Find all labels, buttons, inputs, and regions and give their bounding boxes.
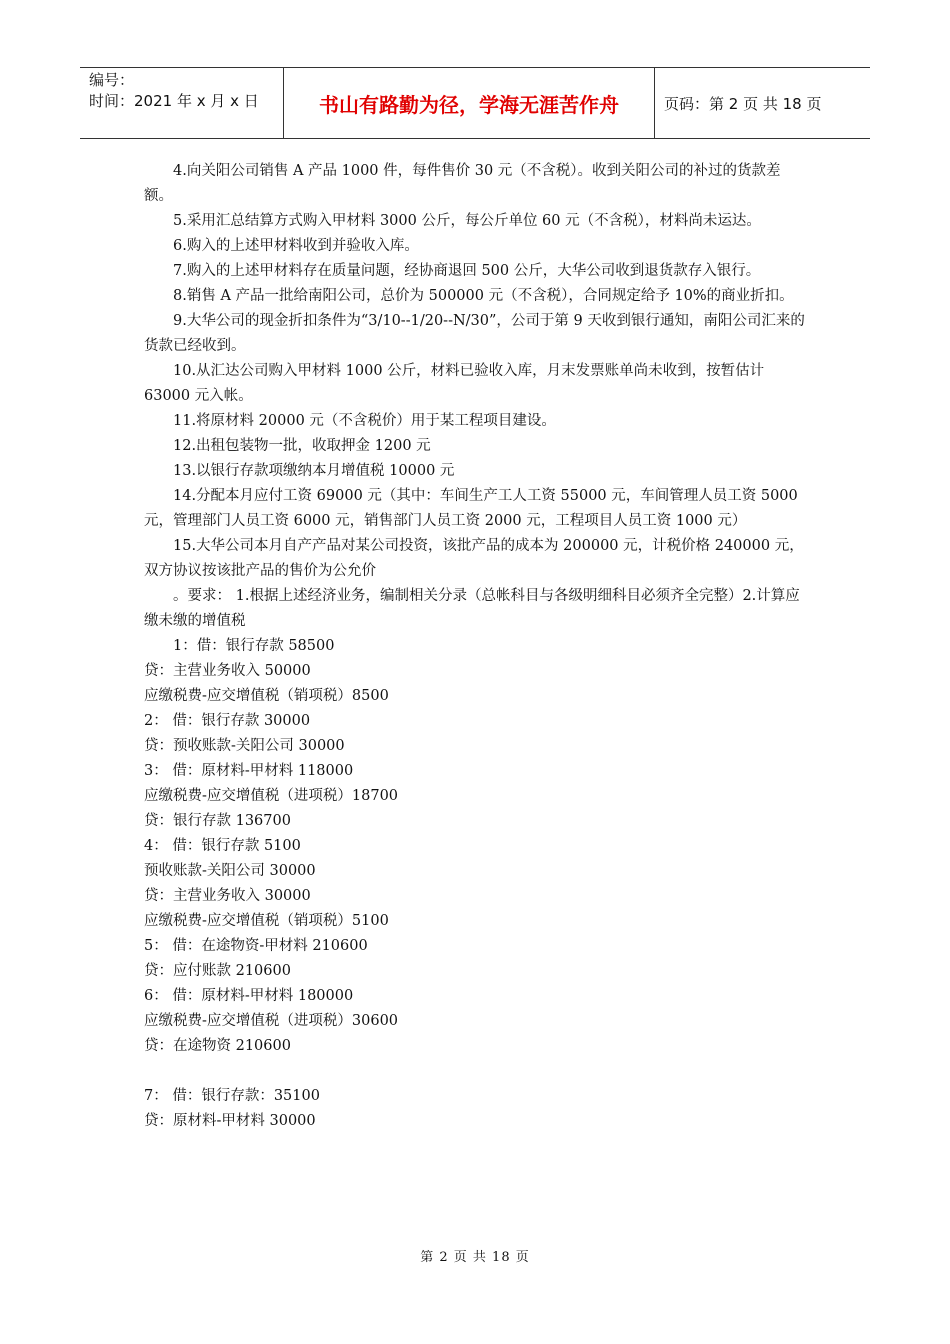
journal-line: 2： 借：银行存款 30000 <box>144 713 311 729</box>
paragraph-item-6: 6.购入的上述甲材料收到并验收入库。 <box>173 238 419 254</box>
journal-line: 贷：银行存款 136700 <box>144 813 291 829</box>
paragraph-item-15: 15.大华公司本月自产产品对某公司投资，该批产品的成本为 200000 元，计税价格 240000 元，双方协议按该批产品的售价为公允价 <box>144 538 804 579</box>
journal-line: 5： 借：在途物资-甲材料 210600 <box>144 938 368 954</box>
journal-line: 应缴税费-应交增值税（进项税）30600 <box>144 1013 399 1029</box>
journal-line: 7： 借：银行存款：35100 <box>144 1088 320 1104</box>
journal-line: 3： 借：原材料-甲材料 118000 <box>144 763 354 779</box>
journal-line: 应缴税费-应交增值税（进项税）18700 <box>144 788 399 804</box>
journal-line: 贷：主营业务收入 50000 <box>144 663 311 679</box>
header-left-cell <box>80 68 283 138</box>
header-motto: 书山有路勤为径，学海无涯苦作舟 <box>283 68 655 138</box>
page-header <box>80 67 870 139</box>
requirements-text: 。要求： 1.根据上述经济业务，编制相关分录（总帐科目与各级明细科目必须齐全完整）2.计算应缴未缴的增值税 <box>144 588 800 629</box>
journal-line: 贷：预收账款-关阳公司 30000 <box>144 738 345 754</box>
journal-line: 6： 借：原材料-甲材料 180000 <box>144 988 354 1004</box>
journal-line: 4： 借：银行存款 5100 <box>144 838 301 854</box>
journal-line: 应缴税费-应交增值税（销项税）5100 <box>144 913 389 929</box>
paragraph-item-4: 4.向关阳公司销售 A 产品 1000 件，每件售价 30 元（不含税）。收到关阳公司的补过的货款差额。 <box>144 163 781 204</box>
journal-line: 贷：在途物资 210600 <box>144 1038 291 1054</box>
journal-line: 应缴税费-应交增值税（销项税）8500 <box>144 688 389 704</box>
paragraph-item-5: 5.采用汇总结算方式购入甲材料 3000 公斤，每公斤单位 60 元（不含税），材料尚未运达。 <box>173 213 761 229</box>
paragraph-item-12: 12.出租包装物一批，收取押金 1200 元 <box>173 438 431 454</box>
journal-line: 贷：应付账款 210600 <box>144 963 291 979</box>
page-footer: 第 2 页 共 18 页 <box>420 1250 530 1265</box>
document-number-label: 编号： <box>89 71 135 89</box>
header-page-label: 页码：第 2 页 共 18 页 <box>664 94 822 113</box>
paragraph-item-14: 14.分配本月应付工资 69000 元（其中：车间生产工人工资 55000 元，车间管理人员工资 5000 元，管理部门人员工资 6000 元，销售部门人员工资 2000 元，工程项目人员工资 1000 元） <box>144 488 798 529</box>
paragraph-item-8: 8.销售 A 产品一批给南阳公司，总价为 500000 元（不含税），合同规定给予 10%的商业折扣。 <box>173 288 794 304</box>
journal-entries <box>144 634 808 1134</box>
journal-line: 1：借：银行存款 58500 <box>173 638 335 654</box>
date-label: 时间：2021 年 x 月 x 日 <box>89 92 259 110</box>
paragraph-item-10: 10.从汇达公司购入甲材料 1000 公斤，材料已验收入库，月末发票账单尚未收到，按暂估计 63000 元入帐。 <box>144 363 765 404</box>
paragraph-item-13: 13.以银行存款项缴纳本月增值税 10000 元 <box>173 463 455 479</box>
paragraph-item-9: 9.大华公司的现金折扣条件为“3/10--1/20--N/30”，公司于第 9 天收到银行通知，南阳公司汇来的货款已经收到。 <box>144 313 805 354</box>
journal-line: 贷：主营业务收入 30000 <box>144 888 311 904</box>
blank-line <box>144 1059 808 1084</box>
journal-line: 预收账款-关阳公司 30000 <box>144 863 316 879</box>
document-body <box>144 159 808 1134</box>
paragraph-item-11: 11.将原材料 20000 元（不含税价）用于某工程项目建设。 <box>173 413 556 429</box>
journal-line: 贷：原材料-甲材料 30000 <box>144 1113 316 1129</box>
paragraph-item-7: 7.购入的上述甲材料存在质量问题，经协商退回 500 公斤，大华公司收到退货款存入银行。 <box>173 263 761 279</box>
